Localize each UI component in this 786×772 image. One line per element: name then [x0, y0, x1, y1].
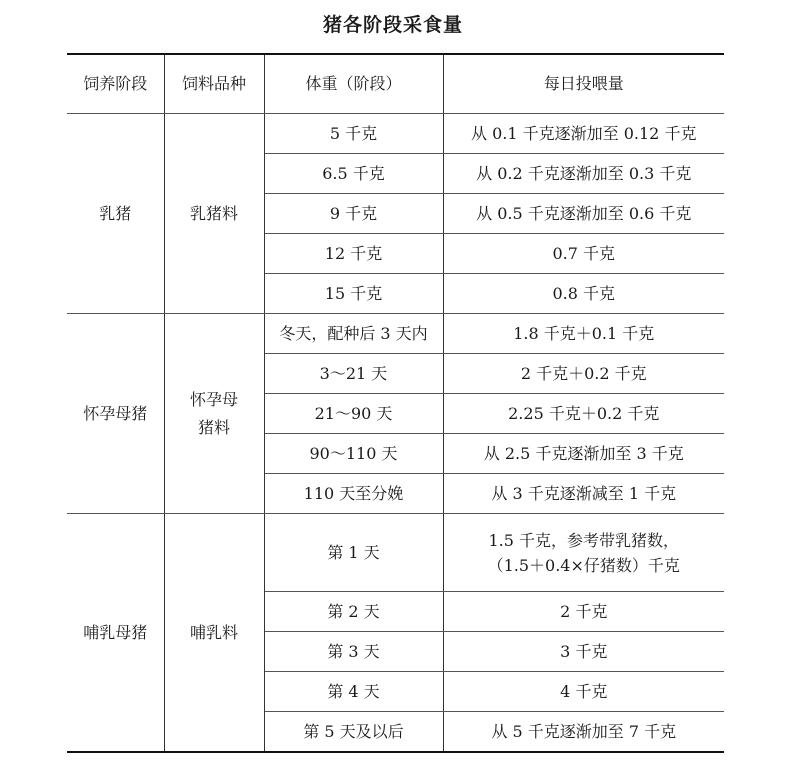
stage-cell: 乳猪 — [67, 114, 164, 314]
header-weight: 体重（阶段） — [264, 54, 443, 114]
weight-cell: 冬天，配种后 3 天内 — [264, 314, 443, 354]
amount-cell: 4 千克 — [443, 672, 724, 712]
amount-cell: 2 千克＋0.2 千克 — [443, 354, 724, 394]
amount-cell: 3 千克 — [443, 632, 724, 672]
feed-type-text: 怀孕母猪料 — [190, 389, 239, 437]
feed-intake-table — [67, 53, 724, 753]
amount-cell: 0.7 千克 — [443, 234, 724, 274]
feed-type-cell — [164, 314, 264, 514]
stage-cell: 怀孕母猪 — [67, 314, 164, 514]
amount-cell: 从 3 千克逐渐减至 1 千克 — [443, 474, 724, 514]
weight-cell: 第 4 天 — [264, 672, 443, 712]
feed-type-cell: 哺乳料 — [164, 514, 264, 753]
weight-cell: 3～21 天 — [264, 354, 443, 394]
header-stage: 饲养阶段 — [67, 54, 164, 114]
weight-cell: 第 5 天及以后 — [264, 712, 443, 753]
weight-cell: 5 千克 — [264, 114, 443, 154]
weight-cell: 第 1 天 — [264, 514, 443, 592]
header-feed-type: 饲料品种 — [164, 54, 264, 114]
amount-cell: 从 0.1 千克逐渐加至 0.12 千克 — [443, 114, 724, 154]
amount-cell: 从 0.2 千克逐渐加至 0.3 千克 — [443, 154, 724, 194]
amount-cell: 2.25 千克＋0.2 千克 — [443, 394, 724, 434]
amount-line-1: 1.5 千克，参考带乳猪数， — [488, 530, 680, 550]
table-row — [67, 514, 724, 592]
feed-type-cell: 乳猪料 — [164, 114, 264, 314]
amount-cell: 从 0.5 千克逐渐加至 0.6 千克 — [443, 194, 724, 234]
amount-cell: 2 千克 — [443, 592, 724, 632]
amount-cell: 1.8 千克＋0.1 千克 — [443, 314, 724, 354]
amount-cell: 0.8 千克 — [443, 274, 724, 314]
weight-cell: 12 千克 — [264, 234, 443, 274]
header-daily-amount: 每日投喂量 — [443, 54, 724, 114]
weight-cell: 6.5 千克 — [264, 154, 443, 194]
table-row — [67, 314, 724, 354]
weight-cell: 15 千克 — [264, 274, 443, 314]
weight-cell: 90～110 天 — [264, 434, 443, 474]
header-row — [67, 54, 724, 114]
weight-cell: 110 天至分娩 — [264, 474, 443, 514]
stage-cell: 哺乳母猪 — [67, 514, 164, 753]
weight-cell: 21～90 天 — [264, 394, 443, 434]
table-row — [67, 114, 724, 154]
weight-cell: 第 2 天 — [264, 592, 443, 632]
amount-line-2: （1.5＋0.4×仔猪数）千克 — [487, 555, 680, 575]
weight-cell: 第 3 天 — [264, 632, 443, 672]
amount-cell: 从 5 千克逐渐加至 7 千克 — [443, 712, 724, 753]
weight-cell: 9 千克 — [264, 194, 443, 234]
table-title: 猪各阶段采食量 — [322, 14, 463, 36]
amount-cell — [443, 514, 724, 592]
amount-cell: 从 2.5 千克逐渐加至 3 千克 — [443, 434, 724, 474]
